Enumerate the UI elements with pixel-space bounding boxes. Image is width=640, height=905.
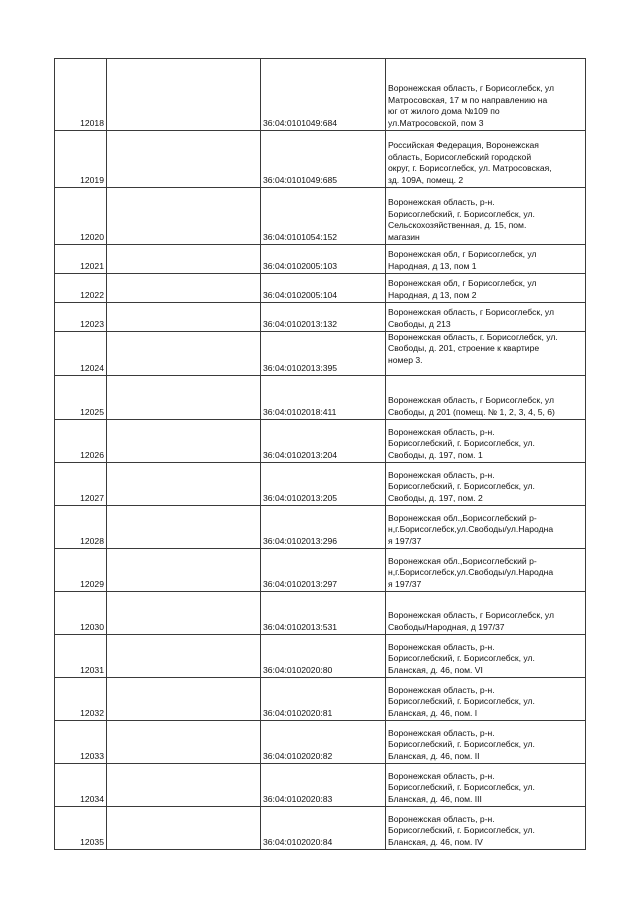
address-line: Борисоглебский, г. Борисоглебск, ул. — [388, 696, 535, 707]
table-row — [55, 721, 586, 764]
address-line: Свободы, д. 197, пом. 1 — [388, 449, 483, 460]
address-line: Воронежская область, р-н. — [388, 641, 495, 652]
cadastral-number-cell: 36:04:0102020:82 — [261, 721, 386, 764]
row-number-cell: 12018 — [55, 59, 107, 131]
table-row — [55, 303, 586, 332]
address-cell — [386, 635, 586, 678]
address-line: Сельскохозяйственная, д. 15, пом. — [388, 220, 527, 231]
cadastral-number-cell: 36:04:0102020:84 — [261, 807, 386, 850]
row-number-cell: 12030 — [55, 592, 107, 635]
row-number-cell: 12027 — [55, 463, 107, 506]
address-cell — [386, 303, 586, 332]
empty-cell — [107, 549, 261, 592]
table-row — [55, 807, 586, 850]
address-cell — [386, 549, 586, 592]
address-line: номер 3. — [388, 354, 423, 365]
address-cell — [386, 506, 586, 549]
address-cell — [386, 764, 586, 807]
cadastral-number-cell: 36:04:0102013:395 — [261, 332, 386, 376]
address-line: Воронежская область, г Борисоглебск, ул — [388, 307, 555, 318]
cadastral-number-cell: 36:04:0102020:81 — [261, 678, 386, 721]
table-row — [55, 420, 586, 463]
empty-cell — [107, 303, 261, 332]
address-line: н,г.Борисоглебск,ул.Свободы/ул.Народна — [388, 567, 554, 578]
table-row — [55, 59, 586, 131]
empty-cell — [107, 188, 261, 245]
address-line: Свободы/Народная, д 197/37 — [388, 621, 505, 632]
empty-cell — [107, 376, 261, 420]
address-line: Свободы, д. 197, пом. 2 — [388, 492, 483, 503]
address-line: Борисоглебский, г. Борисоглебск, ул. — [388, 438, 535, 449]
address-line: Бланская, д. 46, пом. VI — [388, 664, 483, 675]
address-line: Воронежская область, р-н. — [388, 684, 495, 695]
address-line: Свободы, д 213 — [388, 318, 451, 329]
cadastral-number-cell: 36:04:0102013:297 — [261, 549, 386, 592]
row-number-cell: 12033 — [55, 721, 107, 764]
cadastral-number-cell: 36:04:0102013:205 — [261, 463, 386, 506]
address-line: Бланская, д. 46, пом. III — [388, 793, 482, 804]
address-cell — [386, 274, 586, 303]
address-cell — [386, 807, 586, 850]
empty-cell — [107, 764, 261, 807]
cadastral-number-cell: 36:04:0102013:204 — [261, 420, 386, 463]
address-line: Воронежская область, р-н. — [388, 469, 495, 480]
address-line: Матросовская, 17 м по направлению на — [388, 94, 548, 105]
address-line: Народная, д 13, пом 2 — [388, 289, 477, 300]
row-number-cell: 12032 — [55, 678, 107, 721]
row-number-cell: 12023 — [55, 303, 107, 332]
cadastral-number-cell: 36:04:0102005:103 — [261, 245, 386, 274]
row-number-cell: 12029 — [55, 549, 107, 592]
address-line: Борисоглебский, г. Борисоглебск, ул. — [388, 782, 535, 793]
empty-cell — [107, 332, 261, 376]
cadastral-number-cell: 36:04:0102005:104 — [261, 274, 386, 303]
registry-table-body — [55, 59, 586, 850]
row-number-cell: 12028 — [55, 506, 107, 549]
address-line: Воронежская область, г Борисоглебск, ул — [388, 83, 555, 94]
address-line: Воронежская область, г Борисоглебск, ул — [388, 610, 555, 621]
empty-cell — [107, 274, 261, 303]
address-cell — [386, 420, 586, 463]
row-number-cell: 12020 — [55, 188, 107, 245]
row-number-cell: 12031 — [55, 635, 107, 678]
address-cell — [386, 721, 586, 764]
row-number-cell: 12025 — [55, 376, 107, 420]
address-line: Бланская, д. 46, пом. IV — [388, 836, 483, 847]
address-cell — [386, 245, 586, 274]
empty-cell — [107, 59, 261, 131]
empty-cell — [107, 245, 261, 274]
table-row — [55, 188, 586, 245]
cadastral-number-cell: 36:04:0102013:132 — [261, 303, 386, 332]
address-line: юг от жилого дома №109 по — [388, 106, 500, 117]
row-number-cell: 12019 — [55, 131, 107, 188]
address-line: Воронежская обл.,Борисоглебский р- — [388, 512, 537, 523]
registry-table — [54, 58, 586, 850]
address-line: зд. 109А, помещ. 2 — [388, 174, 464, 185]
address-line: Свободы, д. 201, строение к квартире — [388, 343, 540, 354]
address-line: Борисоглебский, г. Борисоглебск, ул. — [388, 739, 535, 750]
address-line: область, Борисоглебский городской — [388, 151, 532, 162]
cadastral-number-cell: 36:04:0102018:411 — [261, 376, 386, 420]
empty-cell — [107, 463, 261, 506]
address-line: Воронежская область, г Борисоглебск, ул — [388, 395, 555, 406]
address-line: Борисоглебский, г. Борисоглебск, ул. — [388, 653, 535, 664]
address-line: Воронежская область, г. Борисоглебск, ул. — [388, 332, 558, 342]
address-line: Борисоглебский, г. Борисоглебск, ул. — [388, 481, 535, 492]
address-line: н,г.Борисоглебск,ул.Свободы/ул.Народна — [388, 524, 554, 535]
address-line: Воронежская обл, г Борисоглебск, ул — [388, 278, 537, 289]
row-number-cell: 12026 — [55, 420, 107, 463]
table-row — [55, 463, 586, 506]
table-row — [55, 549, 586, 592]
table-row — [55, 506, 586, 549]
row-number-cell: 12035 — [55, 807, 107, 850]
empty-cell — [107, 807, 261, 850]
empty-cell — [107, 721, 261, 764]
address-cell — [386, 678, 586, 721]
empty-cell — [107, 420, 261, 463]
table-row — [55, 332, 586, 376]
table-row — [55, 131, 586, 188]
table-row — [55, 376, 586, 420]
address-cell — [386, 59, 586, 131]
address-line: Воронежская область, р-н. — [388, 727, 495, 738]
cadastral-number-cell: 36:04:0101049:684 — [261, 59, 386, 131]
address-line: я 197/37 — [388, 578, 422, 589]
address-line: Воронежская область, р-н. — [388, 197, 495, 208]
address-line: Воронежская обл.,Борисоглебский р- — [388, 555, 537, 566]
cadastral-number-cell: 36:04:0102020:80 — [261, 635, 386, 678]
table-row — [55, 245, 586, 274]
address-cell — [386, 131, 586, 188]
empty-cell — [107, 592, 261, 635]
address-line: Воронежская область, р-н. — [388, 813, 495, 824]
address-line: ул.Матросовской, пом 3 — [388, 117, 484, 128]
empty-cell — [107, 506, 261, 549]
cadastral-number-cell: 36:04:0102013:296 — [261, 506, 386, 549]
table-row — [55, 678, 586, 721]
address-cell — [386, 592, 586, 635]
cadastral-number-cell: 36:04:0102013:531 — [261, 592, 386, 635]
address-line: Борисоглебский, г. Борисоглебск, ул. — [388, 208, 535, 219]
address-line: Российская Федерация, Воронежская — [388, 140, 539, 151]
row-number-cell: 12021 — [55, 245, 107, 274]
address-line: Народная, д 13, пом 1 — [388, 260, 477, 271]
address-line: Бланская, д. 46, пом. II — [388, 750, 480, 761]
address-line: Воронежская область, р-н. — [388, 426, 495, 437]
address-line: округ, г. Борисоглебск, ул. Матросовская, — [388, 163, 552, 174]
row-number-cell: 12034 — [55, 764, 107, 807]
address-line: Воронежская область, р-н. — [388, 770, 495, 781]
cadastral-number-cell: 36:04:0101054:152 — [261, 188, 386, 245]
empty-cell — [107, 131, 261, 188]
address-line: я 197/37 — [388, 535, 422, 546]
address-line: магазин — [388, 231, 420, 242]
cadastral-number-cell: 36:04:0102020:83 — [261, 764, 386, 807]
table-row — [55, 592, 586, 635]
address-cell — [386, 463, 586, 506]
row-number-cell: 12024 — [55, 332, 107, 376]
address-line: Свободы, д 201 (помещ. № 1, 2, 3, 4, 5, 6) — [388, 406, 555, 417]
address-cell — [386, 376, 586, 420]
address-line: Воронежская обл, г Борисоглебск, ул — [388, 249, 537, 260]
table-row — [55, 274, 586, 303]
table-row — [55, 635, 586, 678]
address-cell — [386, 188, 586, 245]
empty-cell — [107, 678, 261, 721]
address-cell — [386, 332, 586, 376]
address-line: Бланская, д. 46, пом. I — [388, 707, 478, 718]
address-line: Борисоглебский, г. Борисоглебск, ул. — [388, 825, 535, 836]
row-number-cell: 12022 — [55, 274, 107, 303]
table-row — [55, 764, 586, 807]
cadastral-number-cell: 36:04:0101049:685 — [261, 131, 386, 188]
empty-cell — [107, 635, 261, 678]
